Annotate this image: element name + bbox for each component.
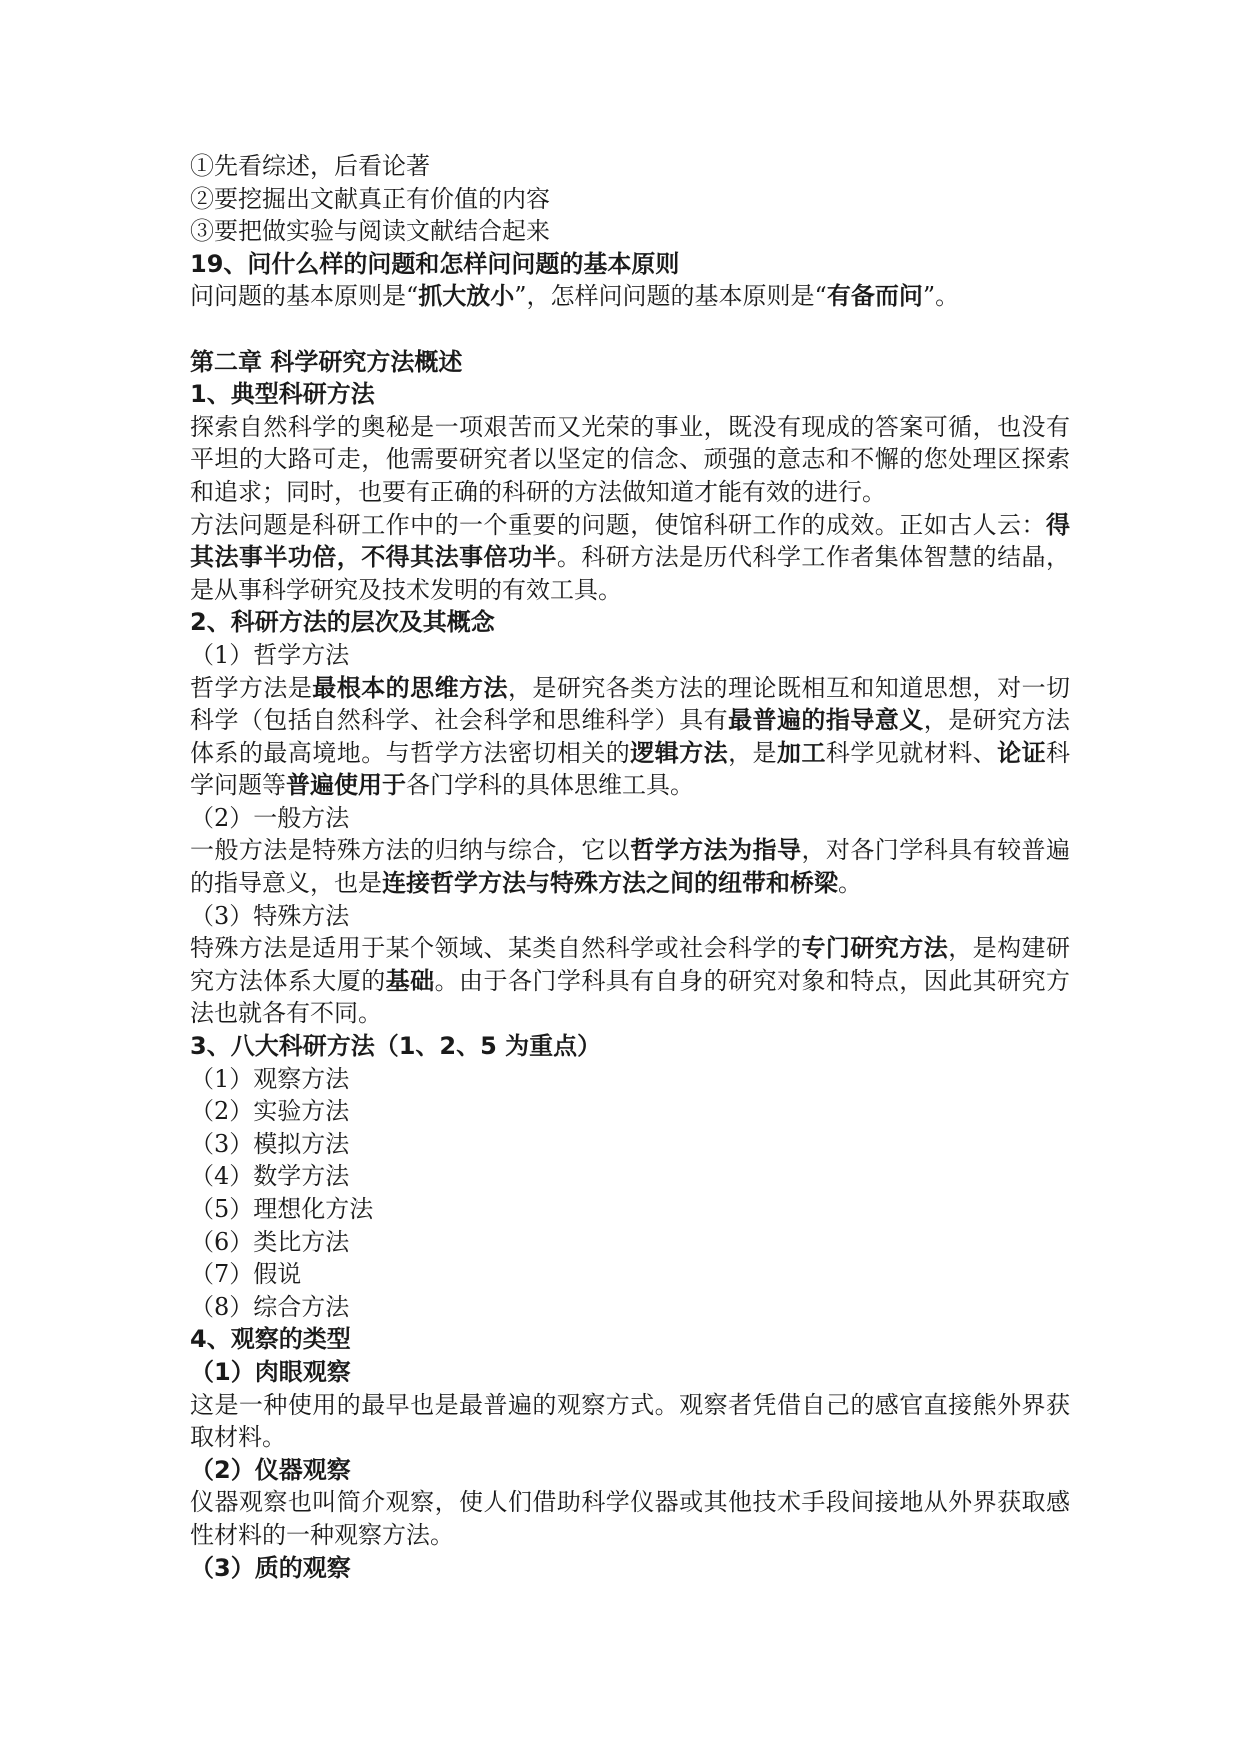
method-list-item: （5）理想化方法: [190, 1195, 374, 1223]
paragraph-text: 科学见就材料、: [825, 738, 998, 767]
answer-text: ”，怎样问问题的基本原则是“: [514, 282, 827, 311]
paragraph-text: ，是研究方法体系的最高境地。与哲学方法密切相关的: [190, 706, 1071, 767]
document-content: [190, 150, 1070, 1584]
answer-bold: 抓大放小: [418, 282, 515, 311]
method-list-item: （3）模拟方法: [190, 1129, 350, 1158]
paragraph-bold: 普遍使用于: [286, 771, 406, 800]
method-list-item: （7）假说: [190, 1260, 302, 1289]
answer-text: 问问题的基本原则是“: [190, 282, 419, 311]
paragraph-text: 。由于各门学科具有自身的研究对象和特点，因此其研究方法也就各有不同。: [190, 966, 1071, 1028]
subsection-heading: （1）肉眼观察: [190, 1357, 351, 1386]
paragraph: [190, 509, 1070, 607]
paragraph: [190, 932, 1070, 1030]
blank-line: [190, 313, 1070, 346]
question-19-heading: 19、问什么样的问题和怎样问问题的基本原则: [190, 249, 680, 278]
paragraph-bold: 加工: [777, 738, 826, 767]
paragraph-bold: 得其法事半功倍，不得其法事倍功半: [190, 510, 1070, 572]
paragraph-bold: 最根本的思维方法: [312, 673, 508, 702]
paragraph: 仪器观察也叫简介观察，使人们借助科学仪器或其他技术手段间接地从外界获取感性材料的一种观察方法。: [190, 1488, 1070, 1549]
method-list-item: （8）综合方法: [190, 1292, 350, 1321]
paragraph: 这是一种使用的最早也是最普遍的观察方式。观察者凭借自己的感官直接熊外界获取材料。: [190, 1390, 1070, 1452]
answer-bold: 有备而问: [826, 282, 923, 311]
paragraph-bold: 哲学方法为指导: [630, 836, 802, 865]
subsection-label: （1）哲学方法: [190, 640, 350, 669]
answer-text: ”。: [922, 282, 960, 311]
method-list-item: （4）数学方法: [190, 1162, 350, 1191]
paragraph-text: 各门学科的具体思维工具。: [406, 771, 694, 800]
paragraph-text: ，是研究各类方法的理论既相互和知道思想，对一切科学（包括自然科学、社会科学和思维科学）具有: [190, 673, 1071, 735]
subsection-label: （3）特殊方法: [190, 901, 350, 930]
paragraph-text: 。: [838, 869, 862, 898]
method-list-item: （1）观察方法: [190, 1064, 350, 1093]
section-heading: 4、观察的类型: [190, 1325, 351, 1354]
paragraph-text: 方法问题是科研工作中的一个重要的问题，使馆科研工作的成效。正如古人云：: [190, 510, 1046, 539]
paragraph: [190, 672, 1070, 802]
question-19-answer: [190, 280, 1070, 313]
section-heading: 1、典型科研方法: [190, 380, 375, 409]
paragraph: 探索自然科学的奥秘是一项艰苦而又光荣的事业，既没有现成的答案可循，也没有平坦的大路可走，他需要研究者以坚定的信念、顽强的意志和不懈的您处理区探索和追求；同时，也要有正确的科研的方法做知道才能有效的进行。: [190, 412, 1070, 506]
subsection-label: （2）一般方法: [190, 803, 350, 832]
paragraph-bold: 基础: [385, 966, 435, 995]
paragraph-text: ，是: [728, 738, 777, 767]
paragraph-text: 科学问题等: [190, 738, 1071, 800]
method-list-item: （6）类比方法: [190, 1227, 350, 1256]
reading-tip: ②要挖掘出文献真正有价值的内容: [190, 184, 550, 213]
paragraph-bold: 论证: [997, 738, 1047, 767]
paragraph-text: ，是构建研究方法体系大厦的: [190, 934, 1071, 995]
paragraph-bold: 专门研究方法: [801, 934, 949, 963]
paragraph-bold: 最普遍的指导意义: [728, 706, 924, 735]
section-heading: 2、科研方法的层次及其概念: [190, 608, 495, 637]
reading-tip: ③要把做实验与阅读文献结合起来: [190, 217, 550, 246]
paragraph-text: 一般方法是特殊方法的归纳与综合，它以: [190, 836, 631, 865]
paragraph-text: 特殊方法是适用于某个领域、某类自然科学或社会科学的: [190, 934, 802, 963]
subsection-heading: （3）质的观察: [190, 1553, 351, 1582]
paragraph-text: ，对各门学科具有较普遍的指导意义，也是: [190, 836, 1071, 898]
paragraph: [190, 834, 1070, 899]
paragraph-bold: 逻辑方法: [630, 738, 729, 767]
reading-tip: ①先看综述，后看论著: [190, 152, 430, 180]
method-list-item: （2）实验方法: [190, 1097, 350, 1126]
paragraph-text: 。科研方法是历代科学工作者集体智慧的结晶，是从事科学研究及技术发明的有效工具。: [190, 543, 1071, 604]
paragraph-text: 哲学方法是: [190, 673, 313, 702]
chapter-title: 第二章 科学研究方法概述: [190, 347, 463, 376]
paragraph-bold: 连接哲学方法与特殊方法之间的纽带和桥梁: [382, 869, 838, 898]
subsection-heading: （2）仪器观察: [190, 1455, 351, 1484]
section-heading: 3、八大科研方法（1、2、5 为重点）: [190, 1032, 602, 1061]
